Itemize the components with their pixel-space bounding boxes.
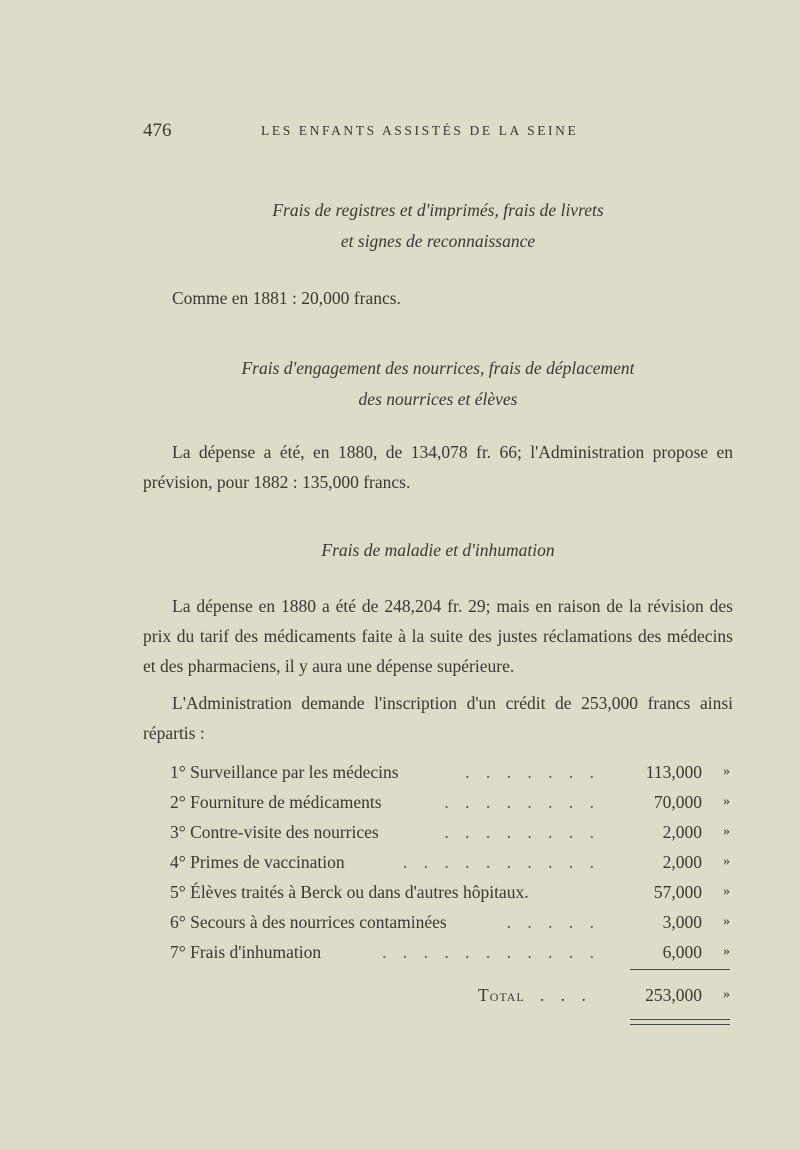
section-title-registres	[143, 195, 733, 257]
paragraph-credit: L'Administration demande l'inscription d'un crédit de 253,000 francs ainsi répartis :	[143, 693, 733, 743]
list-item	[170, 940, 740, 970]
item-mark: »	[723, 764, 730, 779]
list-item	[170, 910, 740, 940]
item-amount: 2,000	[662, 822, 702, 842]
paragraph-engagement: La dépense a été, en 1880, de 134,078 fr. 66; l'Administration propose en prévision, pour 1882 : 135,000 francs.	[143, 442, 733, 492]
double-rule	[630, 1019, 730, 1025]
total-label: Total	[478, 985, 525, 1005]
list-item	[170, 880, 740, 910]
leader-dots: . . . . . . . .	[444, 822, 600, 842]
running-title: LES ENFANTS ASSISTÉS DE LA SEINE	[261, 123, 579, 138]
leader-dots: . . . . . . . .	[444, 792, 600, 812]
leader-dots: . . . . .	[506, 912, 600, 932]
item-mark: »	[723, 944, 730, 959]
item-amount: 6,000	[662, 942, 702, 962]
item-mark: »	[723, 987, 730, 1002]
section-title-engagement	[143, 353, 733, 415]
section-title-line: Frais de registres et d'imprimés, frais de livrets	[272, 200, 604, 220]
item-label: 7° Frais d'inhumation	[170, 942, 322, 962]
section-title-maladie	[143, 535, 733, 566]
total-rule	[630, 969, 730, 970]
item-mark: »	[723, 824, 730, 839]
leader-dots: . . .	[540, 985, 592, 1005]
item-label: 1° Surveillance par les médecins	[170, 762, 399, 782]
item-label: 4° Primes de vaccination	[170, 852, 345, 872]
list-item	[170, 790, 740, 820]
total-row	[170, 985, 740, 1015]
leader-dots: . . . . . . . . . . .	[382, 942, 600, 962]
item-mark: »	[723, 854, 730, 869]
item-amount: 113,000	[645, 762, 702, 782]
item-label: 3° Contre-visite des nourrices	[170, 822, 379, 842]
list-item	[170, 850, 740, 880]
list-item	[170, 820, 740, 850]
paragraph-maladie: La dépense en 1880 a été de 248,204 fr. 29; mais en raison de la révision des prix du tarif des médicaments faite à la suite des justes réclamations des médecins et des pharmaciens, il y aura une dépense supérieure.	[143, 596, 733, 676]
section-title-line: Frais d'engagement des nourrices, frais de déplacement	[241, 358, 635, 378]
list-item	[170, 760, 740, 790]
item-amount: 57,000	[653, 882, 702, 902]
section-title-line: Frais de maladie et d'inhumation	[321, 540, 555, 560]
leader-dots: . . . . . . . . . .	[402, 852, 600, 872]
item-mark: »	[723, 794, 730, 809]
item-amount: 70,000	[653, 792, 702, 812]
item-label: 6° Secours à des nourrices contaminées	[170, 912, 447, 932]
page-header	[143, 120, 733, 144]
item-amount: 3,000	[662, 912, 702, 932]
item-label: 2° Fourniture de médicaments	[170, 792, 382, 812]
paragraph-registres: Comme en 1881 : 20,000 francs.	[172, 288, 401, 308]
section-title-line: des nourrices et élèves	[358, 389, 518, 409]
total-amount: 253,000	[645, 985, 702, 1005]
section-title-line: et signes de reconnaissance	[340, 231, 536, 251]
item-mark: »	[723, 884, 730, 899]
item-amount: 2,000	[662, 852, 702, 872]
item-mark: »	[723, 914, 730, 929]
page-number: 476	[143, 120, 172, 141]
item-label: 5° Élèves traités à Berck ou dans d'autres hôpitaux.	[170, 882, 529, 902]
expense-list	[170, 760, 740, 970]
leader-dots: . . . . . . .	[465, 762, 600, 782]
